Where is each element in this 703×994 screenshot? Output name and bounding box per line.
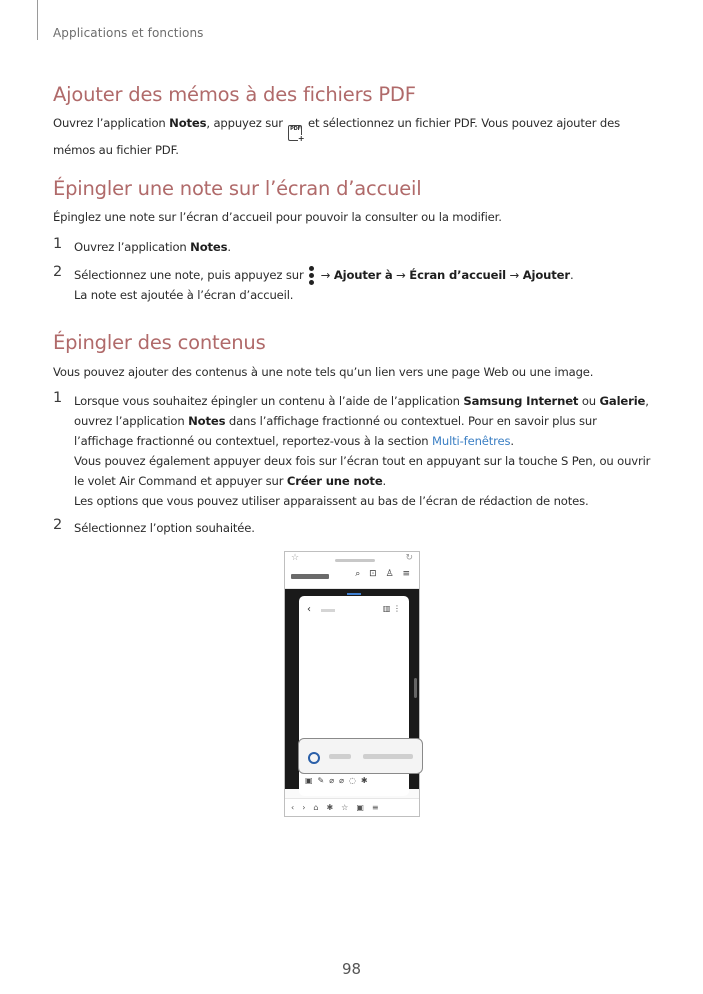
section-heading-pin-content: Épingler des contenus (53, 331, 266, 354)
multi-window-link[interactable]: Multi-fenêtres (432, 434, 511, 448)
site-icons: ⌕ ⊡ ♙ ≡ (355, 569, 413, 579)
site-logo (291, 574, 329, 579)
browser-bottom-nav: ‹›⌂✱☆▣≡ (285, 798, 419, 816)
back-icon: ‹ (307, 604, 311, 615)
whole-page-option (363, 754, 413, 759)
step-text: Ouvrez l’application Notes. (74, 240, 231, 254)
link-option (329, 754, 351, 759)
step-text: Lorsque vous souhaitez épingler un contenu à l’aide de l’application Samsung Internet ou Galerie, ouvrez l’application Notes dans l’affichage fractionné ou contextuel. Pour en savoir plus sur l’affichage fractionné ou contextuel, reportez-vous à la section Multi-fenêtres. (74, 394, 649, 448)
step-number: 2 (53, 264, 63, 280)
phone-screenshot (284, 551, 420, 817)
pin-option-icon (308, 752, 320, 764)
more-options-icon (309, 266, 315, 284)
step-text: Vous pouvez également appuyer deux fois sur l’écran tout en appuyant sur la touche S Pen, ou ouvrir le volet Air Command et appuyer sur Créer une note. (74, 454, 651, 488)
star-icon: ☆ (291, 553, 300, 563)
step-text: Les options que vous pouvez utiliser apparaissent au bas de l’écran de rédaction de notes. (74, 494, 589, 508)
reload-icon: ↻ (405, 553, 413, 563)
pdf-add-icon: PDF + (290, 126, 305, 143)
pin-options-callout (298, 738, 423, 774)
url-bar (335, 559, 375, 562)
browser-toolbar (285, 552, 419, 589)
note-toolbar: ▣✎⌀⌀◌✱ (299, 774, 409, 788)
step-number: 1 (53, 236, 63, 252)
step-number: 2 (53, 517, 63, 533)
pin-content-intro: Vous pouvez ajouter des contenus à une note tels qu’un lien vers une page Web ou une image. (53, 365, 594, 379)
note-title (321, 609, 335, 612)
scrollbar (414, 678, 417, 698)
page-number: 98 (341, 960, 362, 978)
step-text: Sélectionnez l’option souhaitée. (74, 521, 255, 535)
step-text: Sélectionnez une note, puis appuyez sur → Ajouter à → Écran d’accueil → Ajouter. La note est ajoutée à l’écran d’accueil. (74, 268, 574, 302)
running-header: Applications et fonctions (53, 26, 204, 40)
margin-rule (37, 0, 38, 40)
popup-handle (347, 593, 361, 595)
step-number: 1 (53, 390, 63, 406)
pdf-memos-paragraph: Ouvrez l’application Notes, appuyez sur PDF + et sélectionnez un fichier PDF. Vous pouvez ajouter des mémos au fichier PDF. (53, 116, 620, 157)
note-options-icon: ▥ ⋮ (382, 604, 401, 613)
pin-note-intro: Épinglez une note sur l’écran d’accueil pour pouvoir la consulter ou la modifier. (53, 210, 502, 224)
section-heading-pin-note: Épingler une note sur l’écran d’accueil (53, 177, 422, 200)
section-heading-pdf-memos: Ajouter des mémos à des fichiers PDF (53, 83, 416, 106)
